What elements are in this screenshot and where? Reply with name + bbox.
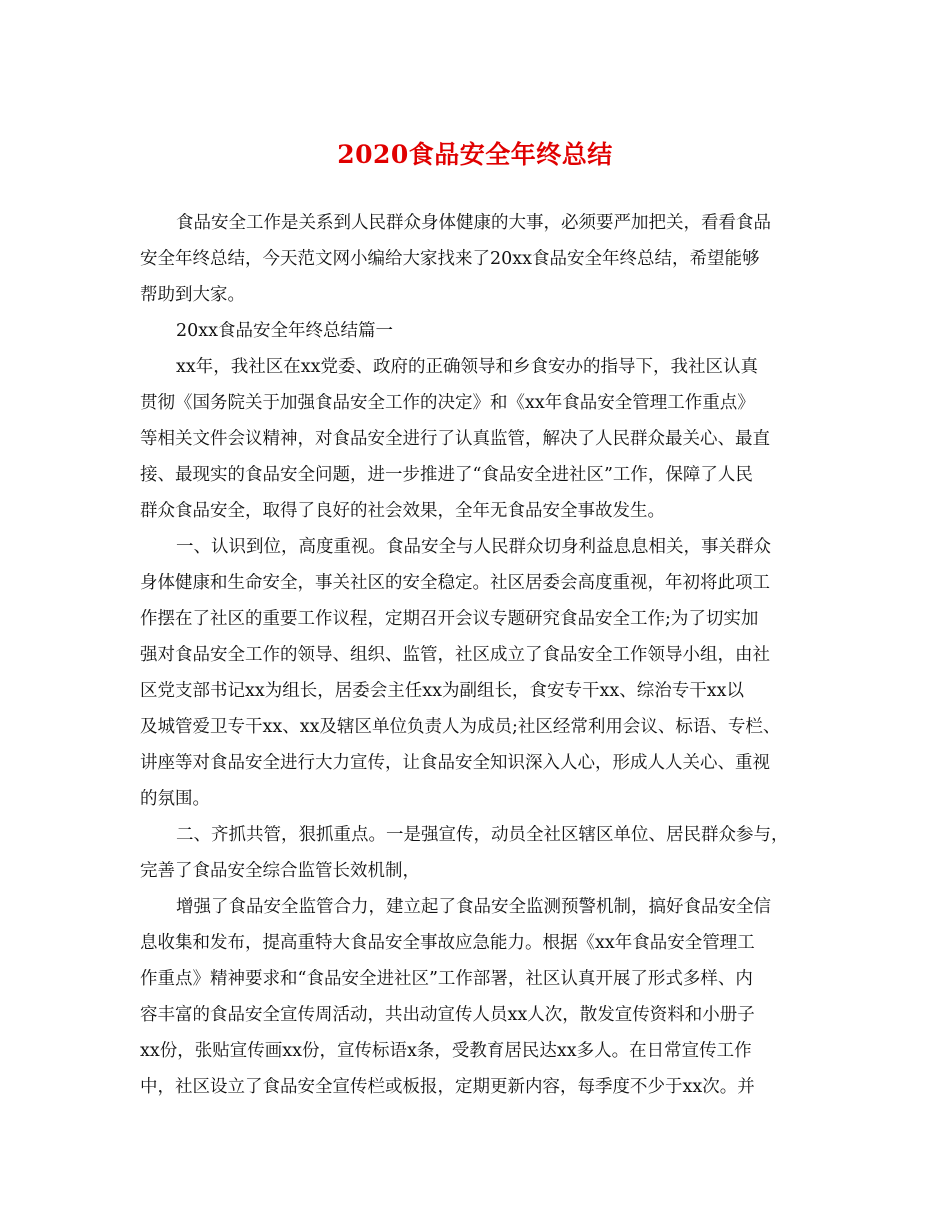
text-line: 增强了食品安全监管合力，建立起了食品安全监测预警机制，搞好食品安全信 <box>176 897 771 917</box>
text-line: 贯彻《国务院关于加强食品安全工作的决定》和《xx年食品安全管理工作重点》 <box>140 393 755 413</box>
text-line: 讲座等对食品安全进行大力宣传，让食品安全知识深入人心，形成人人关心、重视 <box>140 753 770 773</box>
text-line: 一、认识到位，高度重视。食品安全与人民群众切身利益息息相关，事关群众 <box>176 537 771 557</box>
text-line: xx份，张贴宣传画xx份，宣传标语x条，受教育居民达xx多人。在日常宣传工作 <box>140 1041 752 1061</box>
text-line: 食品安全工作是关系到人民群众身体健康的大事，必须要严加把关，看看食品 <box>176 213 771 233</box>
document-body <box>140 205 820 1105</box>
text-line: 及城管爱卫专干xx、xx及辖区单位负责人为成员;社区经常利用会议、标语、专栏、 <box>140 717 781 737</box>
text-line: 区党支部书记xx为组长，居委会主任xx为副组长，食安专干xx、综治专干xx以 <box>140 681 744 701</box>
text-line: 强对食品安全工作的领导、组织、监管，社区成立了食品安全工作领导小组，由社 <box>140 645 770 665</box>
text-line: 群众食品安全，取得了良好的社会效果，全年无食品安全事故发生。 <box>140 501 665 521</box>
text-line: 的氛围。 <box>140 789 210 809</box>
text-line: 作摆在了社区的重要工作议程，定期召开会议专题研究食品安全工作;为了切实加 <box>140 609 759 629</box>
text-line: 身体健康和生命安全，事关社区的安全稳定。社区居委会高度重视，年初将此项工 <box>140 573 770 593</box>
text-line: 完善了食品安全综合监管长效机制， <box>140 861 420 881</box>
text-line: 20xx食品安全年终总结篇一 <box>176 321 394 341</box>
text-line: 二、齐抓共管，狠抓重点。一是强宣传，动员全社区辖区单位、居民群众参与， <box>176 825 789 845</box>
text-line: xx年，我社区在xx党委、政府的正确领导和乡食安办的指导下，我社区认真 <box>176 357 758 377</box>
text-line: 容丰富的食品安全宣传周活动，共出动宣传人员xx人次，散发宣传资料和小册子 <box>140 1005 755 1025</box>
text-line: 中，社区设立了食品安全宣传栏或板报，定期更新内容，每季度不少于xx次。并 <box>140 1077 755 1097</box>
text-line: 接、最现实的食品安全问题，进一步推进了“食品安全进社区”工作，保障了人民 <box>140 465 753 485</box>
text-line: 息收集和发布，提高重特大食品安全事故应急能力。根据《xx年食品安全管理工 <box>140 933 755 953</box>
text-line: 等相关文件会议精神，对食品安全进行了认真监管，解决了人民群众最关心、最直 <box>140 429 770 449</box>
document-title: 2020食品安全年终总结 <box>337 140 613 169</box>
text-line: 作重点》精神要求和“食品安全进社区”工作部署，社区认真开展了形式多样、内 <box>140 969 753 989</box>
text-line: 安全年终总结，今天范文网小编给大家找来了20xx食品安全年终总结，希望能够 <box>140 249 760 269</box>
text-line: 帮助到大家。 <box>140 285 245 305</box>
